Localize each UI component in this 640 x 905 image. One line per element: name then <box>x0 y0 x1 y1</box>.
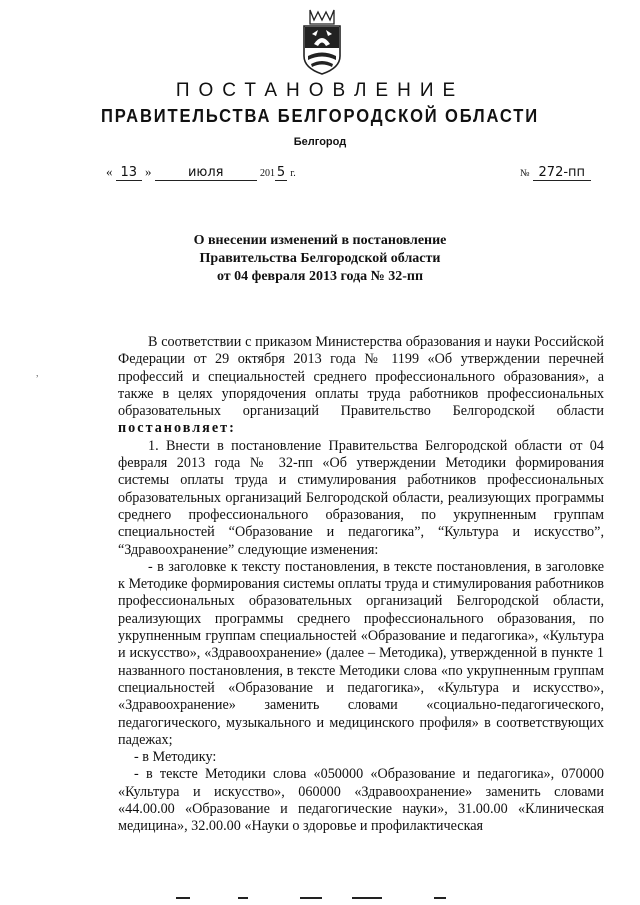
date-year-prefix: 201 <box>260 168 275 179</box>
body-paragraph: - в тексте Методики слова «050000 «Образование и педагогика», 070000 «Культура и искусство», 060000 «Здравоохранение» заменить словами «44.00.00 «Образование и педагогические науки», 31.00.00 «Клиническая медицина», 32.00.00 «Науки о здоровье и профилактическая <box>118 766 604 835</box>
body-paragraph: - в Методику: <box>134 749 217 766</box>
scan-artifact <box>352 897 382 899</box>
margin-mark: , <box>36 368 39 379</box>
document-title <box>0 232 640 286</box>
date-day: 13 <box>116 165 142 181</box>
document-title-line: Правительства Белгородской области <box>199 251 441 266</box>
body-paragraph: - в заголовке к тексту постановления, в тексте постановления, в заголовке к Методике формирования системы оплаты труда и стимулирования работников профессиональных образовательных организаций Белгородской области, реализующих программы среднего профессионального образования, по укрупненным группам специальностей «Образование и педагогика», «Культура и искусство», «Здравоохранение» (далее – Методика), утвержденной в пункте 1 названного постановления, в тексте Методики слова «по укрупненным группам специальностей «Образование и педагогика», «Культура и искусство», «Здравоохранение» заменить словами «социально-педагогического, педагогического, музыкального и медицинского профиля» в соответствующих падежах; <box>118 558 604 748</box>
document-type-heading: ПОСТАНОВЛЕНИЕ <box>175 80 465 101</box>
resolution-keyword: постановляет: <box>118 420 236 437</box>
date-open-quote: « <box>106 164 113 179</box>
number-sign: № <box>520 168 530 179</box>
preamble-text: В соответствии с приказом Министерства образования и науки Российской Федерации от 29 октября 2013 года № 1199 «Об утверждении перечней профессий и специальностей среднего профессионального образования», а также в целях упорядочения оплаты труда работников профессиональных образовательных организаций Правительство Белгородской области <box>118 334 604 420</box>
number-value: 272-пп <box>533 165 591 181</box>
city-label: Белгород <box>293 136 347 148</box>
date-year-suffix: 5 <box>276 165 286 180</box>
scan-artifact <box>238 897 248 899</box>
document-number <box>520 164 591 181</box>
date-year-label: г. <box>290 168 296 179</box>
scan-artifact <box>434 897 446 899</box>
document-date <box>106 164 296 181</box>
scan-artifact <box>300 897 322 899</box>
body-paragraph: 1. Внести в постановление Правительства Белгородской области от 04 февраля 2013 года № 32-пп «Об утверждении Методики формирования системы оплаты труда и стимулирования работников профессиональных образовательных организаций Белгородской области, реализующих программы среднего профессионального образования, по укрупненным группам специальностей “Образование и педагогика”, “Культура и искусство”, “Здравоохранение” следующие изменения: <box>118 437 604 558</box>
body-paragraph <box>118 334 604 438</box>
coat-of-arms-icon <box>302 8 342 76</box>
date-month: июля <box>155 165 257 181</box>
date-close-quote: » <box>145 164 152 179</box>
issuing-authority-heading: ПРАВИТЕЛЬСТВА БЕЛГОРОДСКОЙ ОБЛАСТИ <box>101 106 539 126</box>
scan-artifact <box>176 897 190 899</box>
document-title-line: О внесении изменений в постановление <box>193 233 447 248</box>
document-body <box>118 334 604 836</box>
document-title-line: от 04 февраля 2013 года № 32-пп <box>216 269 424 284</box>
